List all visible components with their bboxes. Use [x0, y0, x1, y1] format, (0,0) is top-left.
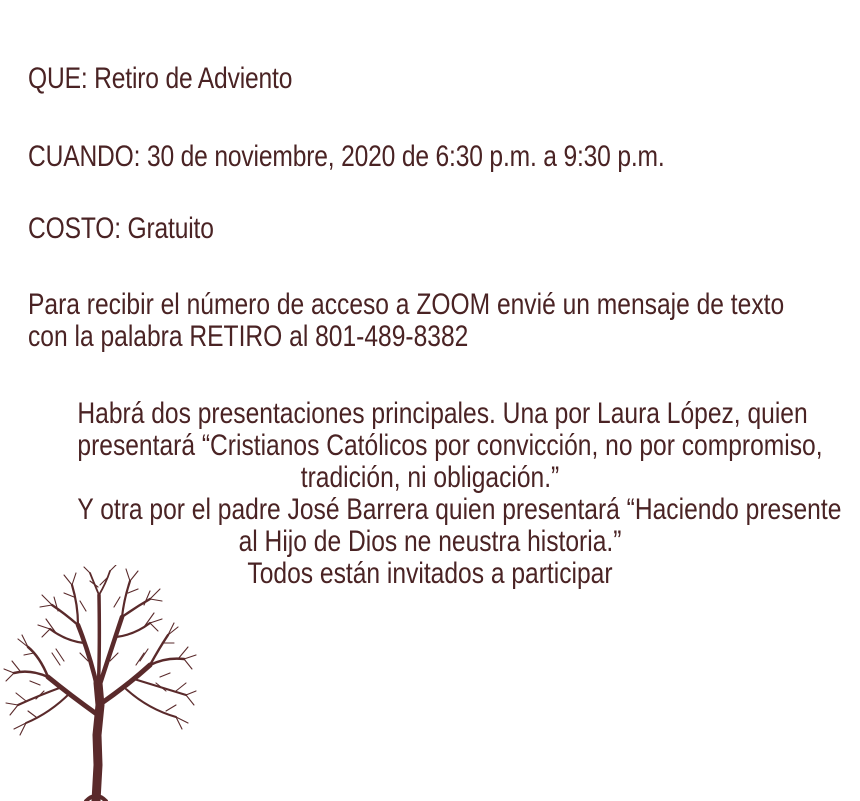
event-cost: COSTO: Gratuito — [28, 212, 214, 245]
presentations-line-3: tradición, ni obligación.” — [300, 461, 560, 494]
zoom-instructions-line-2: con la palabra RETIRO al 801-489-8382 — [28, 320, 469, 353]
presentations-line-1: Habrá dos presentaciones principales. Una por Laura López, quien — [77, 397, 808, 430]
event-what: QUE: Retiro de Adviento — [28, 62, 293, 95]
presentations-line-6: Todos están invitados a participar — [247, 557, 613, 590]
zoom-instructions-line-1: Para recibir el número de acceso a ZOOM envié un mensaje de texto — [28, 288, 785, 321]
event-when: CUANDO: 30 de noviembre, 2020 de 6:30 p.m. a 9:30 p.m. — [28, 140, 665, 173]
presentations-paragraph — [0, 398, 860, 590]
presentations-line-5: al Hijo de Dios ne neustra historia.” — [238, 525, 622, 558]
bare-tree-icon — [0, 565, 200, 801]
presentations-line-4: Y otra por el padre José Barrera quien presentará “Haciendo presente — [77, 493, 842, 526]
presentations-line-2: presentará “Cristianos Católicos por convicción, no por compromiso, — [77, 429, 823, 462]
